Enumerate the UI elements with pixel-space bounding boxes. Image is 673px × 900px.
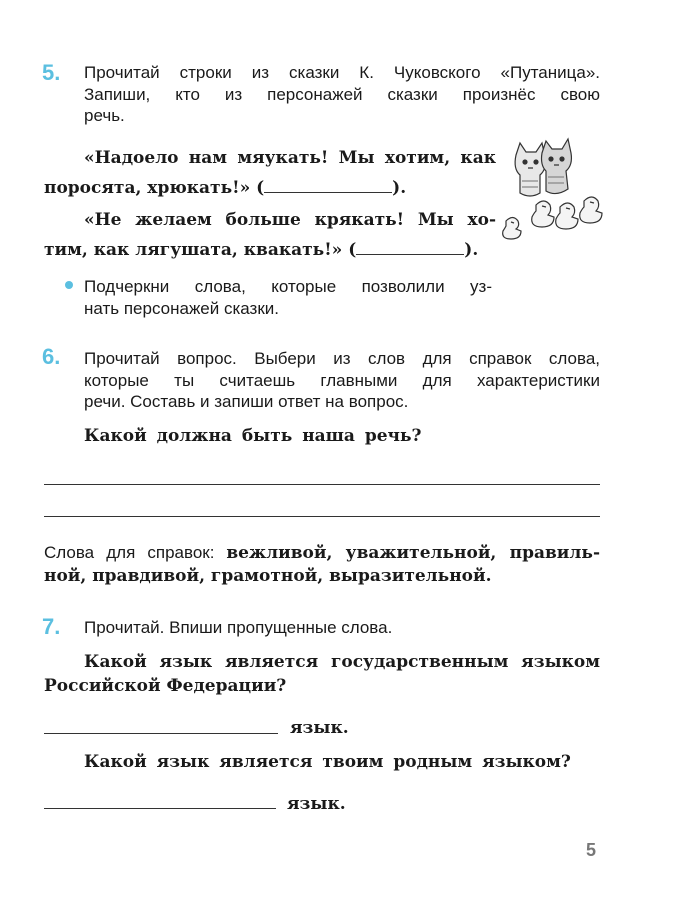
task6-hint-line1 [44,542,600,563]
task6-answer-line-1[interactable] [44,484,600,485]
task6-number: 6. [42,344,61,369]
task5-subtask-line1: Подчеркни слова, которые позволили уз- [84,277,492,296]
task5-answer1-blank[interactable] [264,178,392,193]
task5-quote1-line1: «Надоело нам мяукать! Мы хотим, как [84,148,496,168]
kittens-and-ducklings-icon [500,135,610,245]
task6-instruction-line2: которые ты считаешь главными для характеристики [84,371,600,390]
task5-quote2-line1: «Не желаем больше крякать! Мы хо- [84,210,496,230]
task6-hint-label: Слова для справок: [44,543,215,562]
page-number: 5 [586,840,597,860]
task5-quote2-line2 [44,240,478,260]
task5-quote1-line2-text: поросята, хрюкать!» ( [44,178,265,198]
task7-instruction: Прочитай. Впиши пропущенные слова. [84,618,393,637]
task6-hint-words-line1: вежливой, уважительной, правиль- [226,543,600,563]
task6-instruction-line3: речи. Составь и запиши ответ на вопрос. [84,392,409,411]
task7-answer2-suffix: язык. [287,794,346,814]
task5-quote2-line2-close: ). [464,240,479,260]
task5-quote2-line2-text: тим, как лягушата, квакать!» ( [44,240,357,260]
task5-instruction-line2: Запиши, кто из персонажей сказки произнёс свою [84,85,600,104]
task7-answer1-blank[interactable] [44,733,278,734]
task5-answer2-blank[interactable] [356,240,464,255]
task5-instruction-line3: речь. [84,106,125,125]
task7-number: 7. [42,614,61,639]
task7-question1-line1: Какой язык является государственным языком [84,652,600,672]
task5-number: 5. [42,60,61,85]
task7-question1-line2: Российской Федерации? [44,676,287,696]
task5-quote1-line2-close: ). [392,178,407,198]
task7-answer1-suffix: язык. [290,718,349,738]
task5-quote1-line2 [44,178,406,198]
task6-question: Какой должна быть наша речь? [84,426,422,446]
bullet-dot [65,281,73,289]
task6-answer-line-2[interactable] [44,516,600,517]
task6-instruction-line1: Прочитай вопрос. Выбери из слов для справок слова, [84,349,600,368]
task5-instruction-line1: Прочитай строки из сказки К. Чуковского «Путаница». [84,63,600,82]
task5-subtask-line2: нать персонажей сказки. [84,299,280,318]
task6-hint-words-line2: ной, правдивой, грамотной, выразительной. [44,566,492,586]
task7-answer2-blank[interactable] [44,808,276,809]
task7-question2: Какой язык является твоим родным языком? [84,752,571,772]
